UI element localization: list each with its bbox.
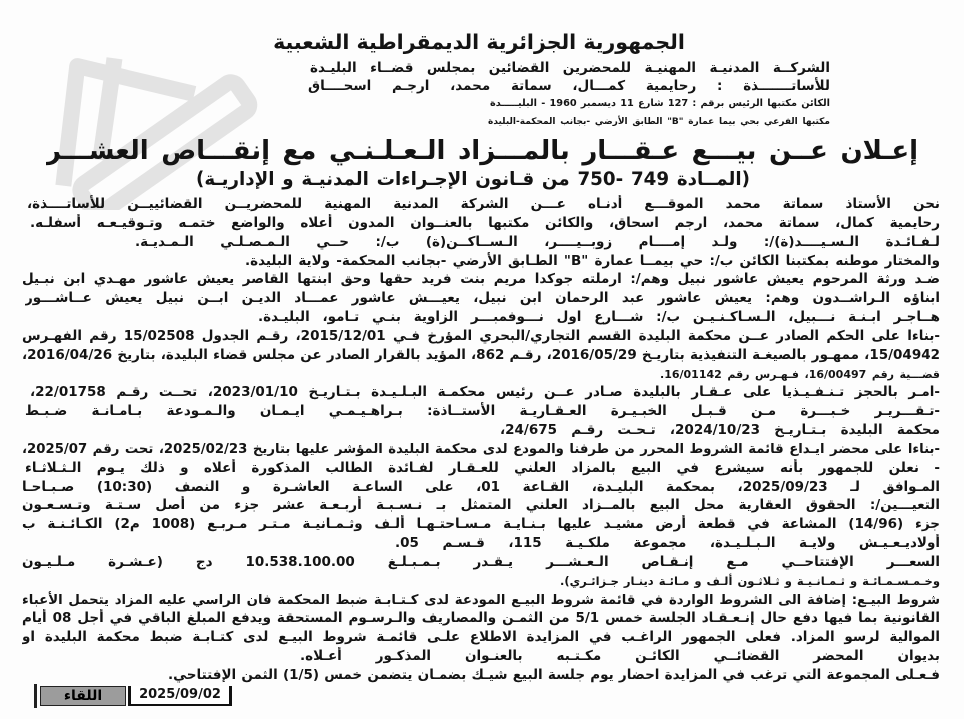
head-office-address: الكائن مكتبها الرئيس برقم : 127 شارع 11 ديسمبر 1960 - البليـــــدة — [490, 98, 830, 109]
body-line: 15/04942، ممهـور بالصيغـة التنفيذية بتاريـخ 2016/05/29، رقـم 862، المؤيد بالقرار الصادر عن مجلس قضاء البليدة، بتاريخ 2016/04/26، — [22, 347, 940, 363]
body-line: القانونية بما فيها دفع حال إنـعـقـاد الجلسة خمس 5/1 من الثمـن والمصاريف والـرسـوم المستحقة ويدفع المبلغ الباقي في أجل 08 أيام — [22, 610, 940, 626]
body-line: وخـمـسـمـائـة و ثـمـانـيـة و ثـلاثـون ألـف و مـائـة دينـار جـزائـري). — [560, 574, 940, 588]
body-line: لـفـائـدة الـسـيــــد(ة)/: ولـد إمــــام زوبــيــــر، الـســاكــن(ة) ب/: حــي الـمـصـلـي الـمـديـة. — [135, 234, 940, 250]
newspaper-name: اللقاء — [40, 686, 126, 706]
body-line: ابناؤه الـراشــدون وهم: يعيش عاشور عبد الرحمان ابن نبيل، يعيـــش عاشور عمـــاد الديـن ابــن نبيل يعيش عــاشـــور — [25, 290, 940, 306]
body-line: التعيـــين/: الحقوق العقارية محل البيع بالمــزاد العلني المتمثل بـ نـسـبـة أربـعـة عشر جزء من أصل سـتـة وتـسـعـون — [22, 497, 940, 513]
body-line: والمختار موطنه بمكتبنا الكائن ب/: حي بيمــا عمارة "B" الطـابق الأرضي -بجانب المحكمة- ولاية البليدة. — [245, 253, 940, 269]
footer-divider — [34, 684, 37, 708]
body-line: - نعلن للجمهور بأنه سيشرع في البيع بالمزاد العلني للعـقـار لفـائدة الطالب المذكورة أعلاه و ذلك يـوم الـثـلاثـاء — [25, 460, 940, 476]
body-line: رحايمية كمال، سماتة محمد، ارجم اسحاق، والكائن مكتبها بالعنــوان المدون أعلاه والواضع ختمـه وتـوقيـعـه أسفلـه. — [30, 215, 940, 231]
body-line: ضـد ورثة المرحوم يعيش عاشور نبيل وهم/: ارملته جوكدا مريم بنت فريد حقها وحق ابنتها القاصر يعيش عاشور مهـدي ابن نبـيل — [22, 271, 940, 287]
body-line: هــاجـر ابـنـة نـــبيل، الـسـاكـنـيـن ب/: شـــارع اول نـــوفمبـــر الزاوية بنـي تـامو، البليـدة. — [258, 309, 940, 325]
body-line: -بناءا على محضر ايـداع قائمة الشروط المحرر من طرفنا والمودع لدى محكمة البليدة المؤشر عليها بتاريخ 2025/02/23، تحت رقم 2025/07، — [22, 442, 940, 457]
body-line: -امـر بالحجز تـنـفـيـذيا على عـقـار بالبليدة صـادر عــن رئيس محكمـة البـلـيـدة بـتـاريـخ 2023/01/10، تحــت رقـم 22/01758، — [30, 384, 940, 400]
body-line: شروط البيـع: إضافة الى الشروط الواردة في قائمة شروط البيـع المودعة لدى كـتـابـة ضبط المحكمة فان الراسي عليه المزاد يتحمل الأعباء — [22, 593, 940, 608]
body-line: الموالية لرسو المزاد. فعلى الجمهور الراغـب في المزايدة الاطلاع علـى قائمـة شروط البيـع لدى كتـابـة ضبط محكمة البليدة او — [22, 629, 940, 645]
branch-office-address: مكتبها الفرعي بحي بيما عمارة "B" الطابق الأرضي -بجانب المحكمة-البليدة — [488, 117, 830, 127]
legal-reference: (المــادة 749 -750 من قـانون الإجـراءات المدنيـة و الإداريـة) — [196, 169, 750, 190]
body-line: السعـــر الإفتتاحــي مـع إنـقـاص الـعـشـــر يـقـدر بـمـبـلـغ 10.538.100.00 دج (عـشـرة مـلـيـون — [22, 554, 940, 570]
body-line: -تـقـــريـر خـبـــرة مـن قـبـل الخبـيـرة العـقـاريـة الأستــاذة: بـراهـيـمـي ايـمـان والـمـودعة بـامـانـة ضـبـط — [25, 403, 940, 419]
body-line: نحن الأستاذ سماتة محمد الموقـــع أدنـاه عـــن الشركة المدنية المهنية للمحضريــن القضائييــن للأساتــــذة، — [27, 196, 940, 212]
body-line: بديوان المحضر القضائــي الكائـن مكـتـبه بالعنـوان المذكـور أعـلاه. — [300, 648, 940, 664]
body-line: أولاديـعـيـش ولايـة الـبـلـيـدة، مجموعة ملكـيـة 115، قـسـم 05. — [395, 535, 940, 551]
publication-date: 2025/09/02 — [128, 686, 232, 706]
company-name: الشركــة المدنيـة المهنيـة للمحضرين القضائين بمجلس قضــاء البليـدة — [310, 60, 830, 76]
body-line: -بناءا على الحكم الصادر عــن محكمة البليدة القسم التجاري/البحري المؤرخ فـي 2015/12/01، رقـم الجدول 15/02508 رقم الفهـرس — [22, 328, 940, 344]
body-line: قضـــية رقم 16/00497، فـهـرس رقم 16/01142. — [660, 368, 940, 381]
notice-title: إعـلان عــن بيـــع عـقـــار بالمـــزاد الـعـلـنـي مع إنقـــاص العشـــر — [46, 136, 918, 166]
republic-heading: الجمهورية الجزائرية الديمقراطية الشعبية — [273, 30, 685, 54]
body-line: محكمة البليدة بـتـاريـخ 2024/10/23، تـحـت رقـم 24/675، — [500, 422, 940, 438]
partners-line: للأساتـــــــذة : رحايمية كمـــال، سماتة محمد، ارجـم اسحــــاق — [308, 78, 830, 94]
body-line: فـعـلى المجموعة التي ترغب في المزايدة احضار يوم جلسة البيع شيـك بضمـان يتضمن خمس (1/5) الثمن الإفتتاحي. — [168, 667, 940, 683]
body-line: المـوافق لـ 2025/09/23، بمحكمة البليـدة، القـاعة 01، على الساعـة العاشـرة و النصف (10:30) صـبـاحـا — [22, 479, 940, 495]
body-line: جزء (14/96) المشاعة في قطعة أرض مشيـد عليها بـنـايـة مـسـاحتـهـا ألـف وثـمـانيـة مـتـر مـربـع (1008 م2) الكـائـنـة ب — [22, 516, 940, 532]
